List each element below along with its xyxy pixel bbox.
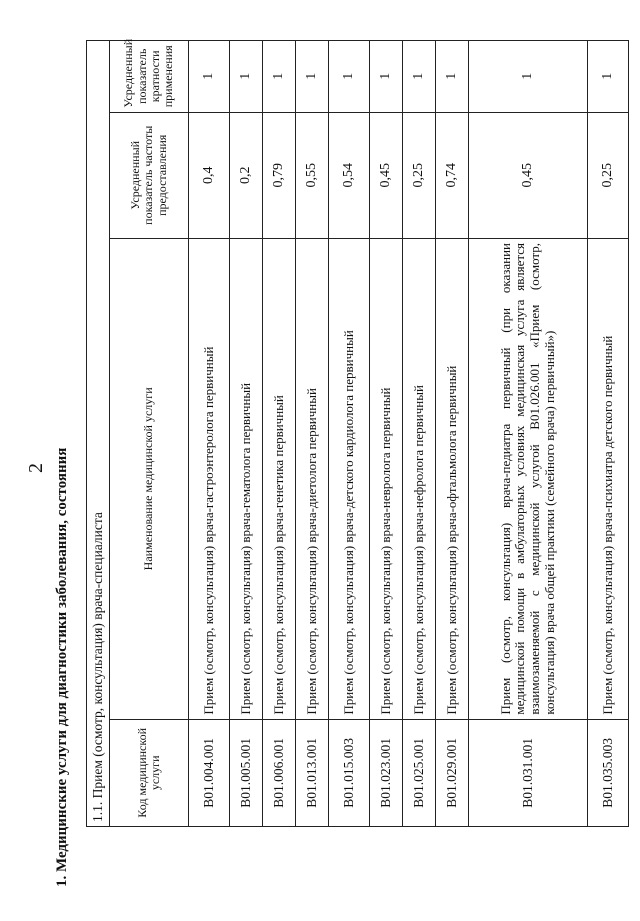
frequency-value: 0,25	[403, 112, 436, 238]
service-name: Прием (осмотр, консультация) врача-офтальмолога первичный	[436, 239, 469, 720]
service-name: Прием (осмотр, консультация) врача-педиатра первичный (при оказании медицинской помощи в амбулаторных условиях медицинская услуга является взаимозаменяемой с медицинской услугой B01.026.001 «Прием (осмотр, консультация) врача общей практики (семейного врача) первичный»)	[469, 239, 588, 720]
service-code: B01.029.001	[436, 719, 469, 826]
header-frequency: Усредненный показатель частоты предоставления	[110, 112, 189, 238]
service-code: B01.006.001	[263, 719, 296, 826]
multiplicity-value: 1	[403, 41, 436, 113]
service-code: B01.023.001	[370, 719, 403, 826]
table-row	[370, 41, 403, 827]
frequency-value: 0,45	[370, 112, 403, 238]
subsection-row	[87, 41, 110, 827]
multiplicity-value: 1	[329, 41, 370, 113]
service-code: B01.031.001	[469, 719, 588, 826]
service-name: Прием (осмотр, консультация) врача-невролога первичный	[370, 239, 403, 720]
header-name: Наименование медицинской услуги	[110, 239, 189, 720]
frequency-value: 0,79	[263, 112, 296, 238]
header-row	[110, 41, 189, 827]
frequency-value: 0,4	[189, 112, 230, 238]
table-row	[230, 41, 263, 827]
service-name: Прием (осмотр, консультация) врача-гематолога первичный	[230, 239, 263, 720]
service-code: B01.015.003	[329, 719, 370, 826]
multiplicity-value: 1	[436, 41, 469, 113]
frequency-value: 0,2	[230, 112, 263, 238]
service-code: B01.005.001	[230, 719, 263, 826]
service-name: Прием (осмотр, консультация) врача-генетика первичный	[263, 239, 296, 720]
multiplicity-value: 1	[296, 41, 329, 113]
multiplicity-value: 1	[469, 41, 588, 113]
table-row	[263, 41, 296, 827]
table-row	[403, 41, 436, 827]
services-table	[86, 40, 629, 827]
table-row	[469, 41, 588, 827]
frequency-value: 0,55	[296, 112, 329, 238]
subsection-title: 1.1. Прием (осмотр, консультация) врача-специалиста	[87, 41, 110, 827]
multiplicity-value: 1	[588, 41, 629, 113]
service-code: B01.013.001	[296, 719, 329, 826]
table-row	[189, 41, 230, 827]
multiplicity-value: 1	[370, 41, 403, 113]
multiplicity-value: 1	[230, 41, 263, 113]
multiplicity-value: 1	[189, 41, 230, 113]
service-code: B01.035.003	[588, 719, 629, 826]
service-code: B01.004.001	[189, 719, 230, 826]
service-name: Прием (осмотр, консультация) врача-нефролога первичный	[403, 239, 436, 720]
service-name: Прием (осмотр, консультация) врача-детского кардиолога первичный	[329, 239, 370, 720]
frequency-value: 0,54	[329, 112, 370, 238]
service-name: Прием (осмотр, консультация) врача-психиатра детского первичный	[588, 239, 629, 720]
frequency-value: 0,25	[588, 112, 629, 238]
frequency-value: 0,45	[469, 112, 588, 238]
page-number: 2	[25, 463, 47, 473]
table-row	[296, 41, 329, 827]
multiplicity-value: 1	[263, 41, 296, 113]
table-row	[329, 41, 370, 827]
service-name: Прием (осмотр, консультация) врача-гастроэнтеролога первичный	[189, 239, 230, 720]
table-row	[436, 41, 469, 827]
table-row	[588, 41, 629, 827]
header-code: Код медицинской услуги	[110, 719, 189, 826]
service-name: Прием (осмотр, консультация) врача-диетолога первичный	[296, 239, 329, 720]
service-code: B01.025.001	[403, 719, 436, 826]
section-title: 1. Медицинские услуги для диагностики заболевания, состояния	[54, 447, 70, 887]
header-multiplicity: Усредненный показатель кратности применения	[110, 41, 189, 113]
frequency-value: 0,74	[436, 112, 469, 238]
